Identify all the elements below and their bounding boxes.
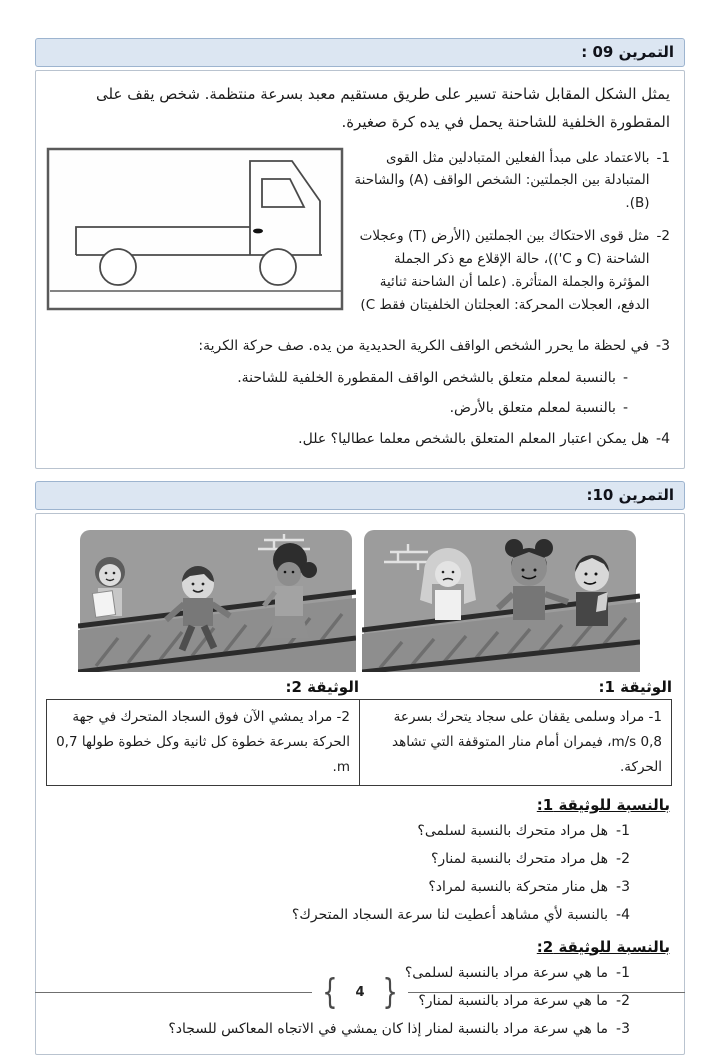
item-text: هل منار متحركة بالنسبة لمراد؟ xyxy=(428,879,609,896)
item-number: 3- xyxy=(616,1020,630,1037)
kids-on-moving-walkway-scene-2-icon xyxy=(362,526,640,672)
item-number: 1- xyxy=(616,823,630,840)
item-text: ما هي سرعة مراد بالنسبة لمنار؟ xyxy=(418,992,609,1009)
item-dash: - xyxy=(622,369,628,386)
left-brace-glyph: { xyxy=(322,971,338,1013)
exercise-10-header: التمرين 10: xyxy=(35,481,685,510)
dash-item xyxy=(48,367,628,391)
truck-figure xyxy=(46,147,346,319)
item-text: ما هي سرعة مراد بالنسبة لمنار إذا كان يمشي في الاتجاه المعاكس للسجاد؟ xyxy=(168,1020,609,1037)
exercise-09-intro: يمثل الشكل المقابل شاحنة تسير على طريق مستقيم معبد بسرعة منتظمة. شخص يقف على المقطورة الخلفية للشاحنة يحمل في يده كرة صغيرة. xyxy=(96,85,670,131)
document-labels-row xyxy=(46,678,672,696)
exercise-09-section xyxy=(35,38,685,469)
question-item xyxy=(48,904,630,927)
exercise-09-figure-row xyxy=(46,143,672,328)
doc2-cell: 2- مراد يمشي الآن فوق السجاد المتحرك في جهة الحركة بسرعة خطوة كل ثانية وكل خطوة طولها 0,7 m. xyxy=(56,709,350,776)
dash-item xyxy=(48,397,628,421)
item-text: هل يمكن اعتبار المعلم المتعلق بالشخص معلما عطاليا؟ علل. xyxy=(298,431,650,448)
item-text: هل مراد متحرك بالنسبة لسلمى؟ xyxy=(417,823,609,840)
doc1-cell: 1- مراد وسلمى يقفان على سجاد يتحرك بسرعة 0,8 m/s، فيمران أمام منار المتوقفة التي تشاهد الحركة. xyxy=(359,700,671,785)
right-brace-glyph: } xyxy=(382,971,398,1013)
exercise-09-header: التمرين 09 : xyxy=(35,38,685,67)
item-text: هل مراد متحرك بالنسبة لمنار؟ xyxy=(430,851,609,868)
item-number: 4- xyxy=(616,907,630,924)
item-number: 3- xyxy=(616,879,630,896)
exercise-09-items-col xyxy=(352,143,672,328)
item-number: 3- xyxy=(656,338,670,355)
page-number: 4 xyxy=(355,984,365,1000)
item-text: بالنسبة لأي مشاهد أعطيت لنا سرعة السجاد المتحرك؟ xyxy=(291,907,609,924)
item-number: 2- xyxy=(656,228,670,245)
question-item xyxy=(48,848,630,871)
documents-table xyxy=(46,699,672,786)
exercise-10-body xyxy=(35,513,685,1055)
item-text: بالنسبة لمعلم متعلق بالشخص الواقف المقطورة الخلفية للشاحنة. xyxy=(237,369,616,386)
item-number: 1- xyxy=(656,149,670,166)
item-dash: - xyxy=(622,399,628,416)
truck-line-drawing-icon xyxy=(46,147,346,319)
doc2-label: الوثيقة 2: xyxy=(285,678,359,697)
doc2-questions-heading: بالنسبة للوثيقة 2: xyxy=(536,937,670,956)
numbered-item xyxy=(354,225,670,317)
numbered-item xyxy=(48,335,670,359)
question-item xyxy=(48,876,630,899)
question-item xyxy=(48,820,630,843)
question-item xyxy=(48,1018,630,1041)
numbered-item xyxy=(354,147,670,216)
item-text: مثل قوى الاحتكاك بين الجملتين (الأرض (T) وعجلات الشاحنة (C و C'))، حالة الإقلاع مع ذكر الجملة المؤثرة والجملة المتأثرة. (علما أن الشاحنة ثنائية الدفع، العجلات المحركة: العجلتان الخلفيتان فقط C) xyxy=(359,228,650,314)
item-number: 2- xyxy=(616,851,630,868)
item-number: 2- xyxy=(616,992,630,1009)
exercise-10-section xyxy=(35,481,685,1055)
walkway-scenes-row xyxy=(46,526,672,672)
numbered-item xyxy=(48,428,670,452)
footer-rule-left xyxy=(35,992,312,993)
doc1-label: الوثيقة 1: xyxy=(598,678,672,697)
item-number: 1- xyxy=(616,964,630,981)
doc1-questions-heading: بالنسبة للوثيقة 1: xyxy=(536,796,670,815)
kids-on-moving-walkway-scene-1-icon xyxy=(78,526,356,672)
item-text: ما هي سرعة مراد بالنسبة لسلمى؟ xyxy=(404,964,609,981)
item-text: بالنسبة لمعلم متعلق بالأرض. xyxy=(449,399,616,416)
item-text: بالاعتماد على مبدأ الفعلين المتبادلين مثل القوى المتبادلة بين الجملتين: الشخص الواقف (A) والشاحنة (B). xyxy=(354,149,650,212)
exercise-09-body xyxy=(35,70,685,469)
item-number: 4- xyxy=(656,431,670,448)
footer-rule-right xyxy=(408,992,685,993)
item-text: في لحظة ما يحرر الشخص الواقف الكرية الحديدية من يده. صف حركة الكرية: xyxy=(198,338,650,355)
